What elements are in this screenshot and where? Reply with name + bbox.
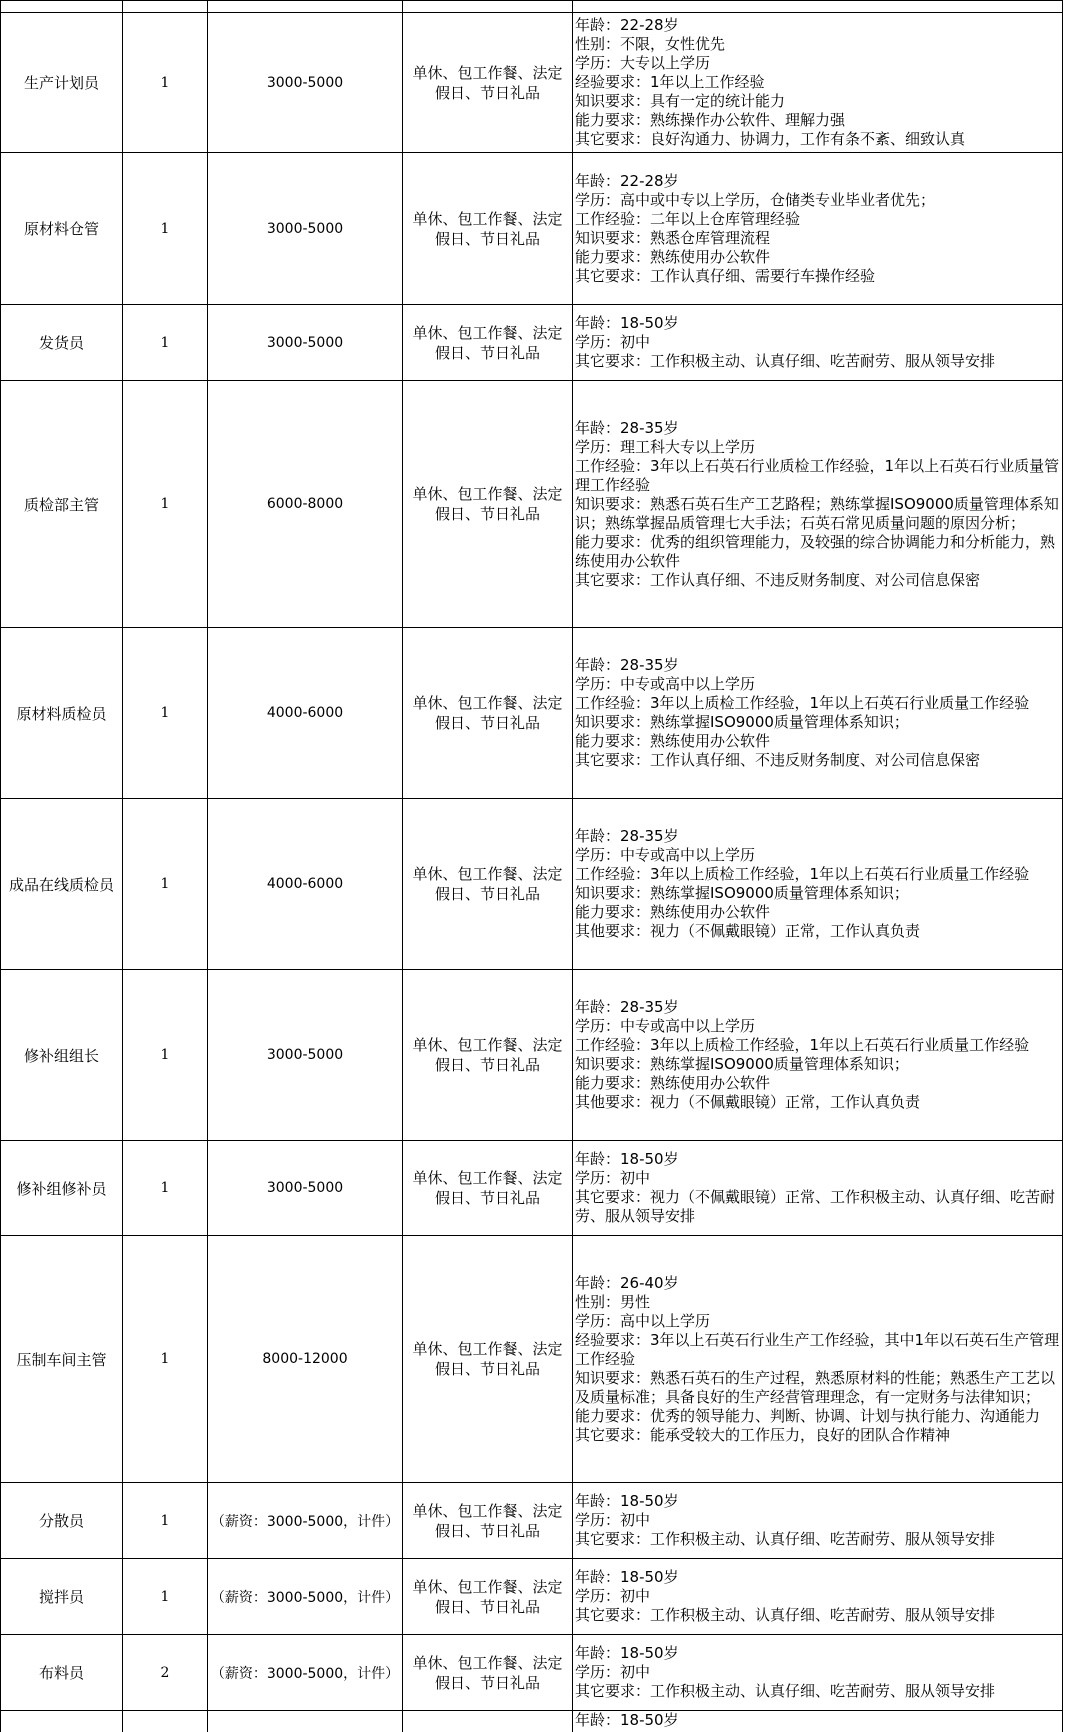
benefit-line: 单休、包工作餐、法定 — [412, 323, 563, 342]
requirement-line: 能力要求：优秀的领导能力、判断、协调、计划与执行能力、沟通能力 — [575, 1406, 1041, 1425]
benefit-line: 假日、节日礼品 — [434, 1521, 540, 1540]
requirement-line: 年龄：28-35岁 — [575, 998, 679, 1016]
requirements — [573, 970, 1063, 1141]
table-row — [1, 1635, 1063, 1711]
headcount: 2 — [123, 1635, 208, 1711]
table-row — [1, 13, 1063, 153]
requirement-line: 工作经验：3年以上质检工作经验，1年以上石英石行业质量工作经验 — [575, 865, 1030, 883]
benefits — [403, 1559, 573, 1635]
requirement-line: 其它要求：视力（不佩戴眼镜）正常、工作积极主动、认真仔细、吃苦耐劳、服从领导安排 — [575, 1188, 1056, 1225]
benefit-line: 单休、包工作餐、法定 — [412, 1501, 563, 1520]
requirement-line: 学历：初中 — [575, 333, 651, 351]
requirements — [573, 305, 1063, 381]
benefit-line: 假日、节日礼品 — [434, 1597, 540, 1616]
requirement-line: 经验要求：1年以上工作经验 — [575, 73, 765, 91]
requirement-line: 学历：中专或高中以上学历 — [575, 675, 756, 693]
requirement-line: 其它要求：工作积极主动、认真仔细、吃苦耐劳、服从领导安排 — [575, 1606, 996, 1624]
requirement-line: 年龄：18-50岁 — [575, 1711, 679, 1729]
salary: 8000-12000 — [208, 1236, 403, 1483]
benefit-line: 假日、节日礼品 — [434, 1056, 540, 1074]
salary: 3000-5000 — [208, 1141, 403, 1236]
requirement-line: 能力要求：熟练使用办公软件 — [575, 732, 771, 750]
requirement-line: 工作经验：3年以上石英石行业质检工作经验，1年以上石英石行业质量管理工作经验 — [575, 456, 1060, 494]
requirement-line: 学历：高中以上学历 — [575, 1311, 711, 1330]
requirements — [573, 1483, 1063, 1559]
salary — [208, 1, 403, 13]
requirement-line: 其他要求：视力（不佩戴眼镜）正常，工作认真负责 — [575, 922, 921, 940]
job-title: 发货员 — [1, 305, 123, 381]
job-title: 布料员 — [1, 1635, 123, 1711]
requirements — [573, 153, 1063, 305]
requirement-line: 学历：初中 — [575, 1587, 651, 1605]
headcount: 1 — [123, 1483, 208, 1559]
job-title: 质检部主管 — [1, 381, 123, 628]
requirements — [573, 1711, 1063, 1732]
job-title: 原材料质检员 — [1, 628, 123, 799]
benefit-line: 假日、节日礼品 — [434, 83, 540, 102]
requirement-line: 能力要求：熟练使用办公软件 — [575, 247, 771, 266]
requirement-line: 性别：男性 — [575, 1292, 651, 1311]
benefit-line: 假日、节日礼品 — [434, 505, 540, 523]
requirement-line: 其它要求：工作认真仔细、不违反财务制度、对公司信息保密 — [575, 751, 981, 769]
requirements — [573, 381, 1063, 628]
requirements — [573, 1635, 1063, 1711]
headcount: 1 — [123, 1141, 208, 1236]
requirement-line: 能力要求：熟练操作办公软件、理解力强 — [575, 111, 846, 129]
requirement-line: 经验要求：3年以上石英石行业生产工作经验，其中1年以石英石生产管理工作经验 — [575, 1330, 1060, 1368]
salary: （薪资：3000-5000，计件） — [208, 1635, 403, 1711]
salary: 3000-5000 — [208, 970, 403, 1141]
requirement-line: 能力要求：优秀的组织管理能力，及较强的综合协调能力和分析能力，熟练使用办公软件 — [575, 532, 1056, 570]
salary — [208, 1711, 403, 1732]
requirements — [573, 1, 1063, 13]
headcount: 1 — [123, 305, 208, 381]
benefit-line: 假日、节日礼品 — [434, 885, 540, 903]
job-title: 生产计划员 — [1, 13, 123, 153]
headcount: 1 — [123, 1236, 208, 1483]
benefit-line: 单休、包工作餐、法定 — [412, 63, 563, 82]
requirement-line: 能力要求：熟练使用办公软件 — [575, 1074, 771, 1092]
requirement-line: 知识要求：熟练掌握ISO9000质量管理体系知识； — [575, 1055, 909, 1073]
requirement-line: 其它要求：工作积极主动、认真仔细、吃苦耐劳、服从领导安排 — [575, 1682, 996, 1700]
requirement-line: 知识要求：熟练掌握ISO9000质量管理体系知识； — [575, 713, 909, 731]
benefit-line: 假日、节日礼品 — [434, 1360, 540, 1378]
benefit-line: 假日、节日礼品 — [434, 229, 540, 248]
requirement-line: 学历：高中或中专以上学历，仓储类专业毕业者优先； — [575, 190, 936, 209]
benefit-line: 单休、包工作餐、法定 — [412, 1653, 563, 1672]
requirement-line: 年龄：28-35岁 — [575, 418, 679, 437]
requirement-line: 年龄：28-35岁 — [575, 656, 679, 674]
requirement-line: 其它要求：良好沟通力、协调力，工作有条不紊、细致认真 — [575, 130, 966, 148]
salary: 4000-6000 — [208, 628, 403, 799]
table-row — [1, 1, 1063, 13]
requirement-line: 其它要求：能承受较大的工作压力，良好的团队合作精神 — [575, 1425, 951, 1444]
table-row — [1, 970, 1063, 1141]
benefits — [403, 628, 573, 799]
requirement-line: 年龄：18-50岁 — [575, 314, 679, 332]
table-row — [1, 1483, 1063, 1559]
requirement-line: 性别：不限，女性优先 — [575, 35, 726, 53]
salary: 4000-6000 — [208, 799, 403, 970]
requirement-line: 年龄：18-50岁 — [575, 1568, 679, 1586]
salary: （薪资：3000-5000，计件） — [208, 1483, 403, 1559]
benefits — [403, 13, 573, 153]
benefit-line: 假日、节日礼品 — [434, 343, 540, 362]
benefit-line: 假日、节日礼品 — [434, 1189, 540, 1207]
requirement-line: 其他要求：视力（不佩戴眼镜）正常，工作认真负责 — [575, 1093, 921, 1111]
requirement-line: 年龄：26-40岁 — [575, 1273, 679, 1292]
benefit-line: 单休、包工作餐、法定 — [412, 1577, 563, 1596]
headcount: 1 — [123, 13, 208, 153]
headcount: 1 — [123, 628, 208, 799]
job-title: 成品在线质检员 — [1, 799, 123, 970]
table-row — [1, 1711, 1063, 1732]
job-title: 压制车间主管 — [1, 1236, 123, 1483]
benefits — [403, 381, 573, 628]
table-row — [1, 799, 1063, 970]
requirement-line: 知识要求：熟悉仓库管理流程 — [575, 228, 771, 247]
benefit-line: 假日、节日礼品 — [434, 714, 540, 732]
table-row — [1, 628, 1063, 799]
benefits — [403, 153, 573, 305]
benefits — [403, 799, 573, 970]
requirement-line: 学历：中专或高中以上学历 — [575, 846, 756, 864]
salary: 6000-8000 — [208, 381, 403, 628]
requirement-line: 学历：理工科大专以上学历 — [575, 437, 756, 456]
requirement-line: 学历：中专或高中以上学历 — [575, 1017, 756, 1035]
requirement-line: 知识要求：熟悉石英石的生产过程，熟悉原材料的性能；熟悉生产工艺以及质量标准；具备良好的生产经营管理理念，有一定财务与法律知识； — [575, 1368, 1056, 1406]
requirement-line: 知识要求：熟悉石英石生产工艺路程；熟练掌握ISO9000质量管理体系知识；熟练掌握品质管理七大手法；石英石常见质量问题的原因分析； — [575, 494, 1059, 532]
requirement-line: 年龄：18-50岁 — [575, 1644, 679, 1662]
requirement-line: 其它要求：工作积极主动、认真仔细、吃苦耐劳、服从领导安排 — [575, 1530, 996, 1548]
benefits — [403, 1711, 573, 1732]
table-row — [1, 305, 1063, 381]
table-row — [1, 1236, 1063, 1483]
benefits — [403, 1236, 573, 1483]
benefits — [403, 1141, 573, 1236]
salary: （薪资：3000-5000，计件） — [208, 1559, 403, 1635]
requirement-line: 工作经验：3年以上质检工作经验，1年以上石英石行业质量工作经验 — [575, 1036, 1030, 1054]
job-title: 修补组组长 — [1, 970, 123, 1141]
requirements — [573, 799, 1063, 970]
requirement-line: 年龄：28-35岁 — [575, 827, 679, 845]
requirement-line: 其它要求：工作认真仔细、不违反财务制度、对公司信息保密 — [575, 570, 981, 589]
requirement-line: 能力要求：熟练使用办公软件 — [575, 903, 771, 921]
headcount: 1 — [123, 153, 208, 305]
benefits — [403, 970, 573, 1141]
requirement-line: 工作经验：3年以上质检工作经验，1年以上石英石行业质量工作经验 — [575, 694, 1030, 712]
benefits — [403, 1, 573, 13]
table-row — [1, 1141, 1063, 1236]
salary: 3000-5000 — [208, 153, 403, 305]
benefits — [403, 305, 573, 381]
job-title — [1, 1, 123, 13]
requirement-line: 知识要求：具有一定的统计能力 — [575, 92, 786, 110]
table-row — [1, 381, 1063, 628]
benefits — [403, 1483, 573, 1559]
headcount — [123, 1711, 208, 1732]
headcount: 1 — [123, 1559, 208, 1635]
headcount — [123, 1, 208, 13]
table-row — [1, 153, 1063, 305]
salary: 3000-5000 — [208, 13, 403, 153]
requirement-line: 学历：初中 — [575, 1169, 651, 1187]
benefit-line: 单休、包工作餐、法定 — [412, 694, 563, 712]
requirements — [573, 628, 1063, 799]
headcount: 1 — [123, 381, 208, 628]
benefit-line: 单休、包工作餐、法定 — [412, 209, 563, 228]
requirement-line: 学历：大专以上学历 — [575, 54, 711, 72]
benefit-line: 假日、节日礼品 — [434, 1673, 540, 1692]
benefit-line: 单休、包工作餐、法定 — [412, 1169, 563, 1187]
requirement-line: 其它要求：工作认真仔细、需要行车操作经验 — [575, 266, 876, 285]
job-title — [1, 1711, 123, 1732]
job-table-body — [1, 1, 1063, 1732]
headcount: 1 — [123, 970, 208, 1141]
headcount: 1 — [123, 799, 208, 970]
benefit-line: 单休、包工作餐、法定 — [412, 1340, 563, 1358]
benefit-line: 单休、包工作餐、法定 — [412, 485, 563, 503]
requirements — [573, 1559, 1063, 1635]
requirement-line: 学历：初中 — [575, 1511, 651, 1529]
job-title: 搅拌员 — [1, 1559, 123, 1635]
salary: 3000-5000 — [208, 305, 403, 381]
benefit-line: 单休、包工作餐、法定 — [412, 1036, 563, 1054]
requirement-line: 年龄：18-50岁 — [575, 1150, 679, 1168]
requirement-line: 年龄：18-50岁 — [575, 1492, 679, 1510]
requirements — [573, 1141, 1063, 1236]
requirement-line: 年龄：22-28岁 — [575, 16, 679, 34]
requirement-line: 其它要求：工作积极主动、认真仔细、吃苦耐劳、服从领导安排 — [575, 352, 996, 370]
job-title: 修补组修补员 — [1, 1141, 123, 1236]
requirement-line: 工作经验：二年以上仓库管理经验 — [575, 209, 801, 228]
requirements — [573, 1236, 1063, 1483]
requirements — [573, 13, 1063, 153]
requirement-line: 年龄：22-28岁 — [575, 171, 679, 190]
job-title: 原材料仓管 — [1, 153, 123, 305]
requirement-line: 知识要求：熟练掌握ISO9000质量管理体系知识； — [575, 884, 909, 902]
benefit-line: 单休、包工作餐、法定 — [412, 865, 563, 883]
requirement-line: 学历：初中 — [575, 1663, 651, 1681]
job-title: 分散员 — [1, 1483, 123, 1559]
benefits — [403, 1635, 573, 1711]
table-row — [1, 1559, 1063, 1635]
